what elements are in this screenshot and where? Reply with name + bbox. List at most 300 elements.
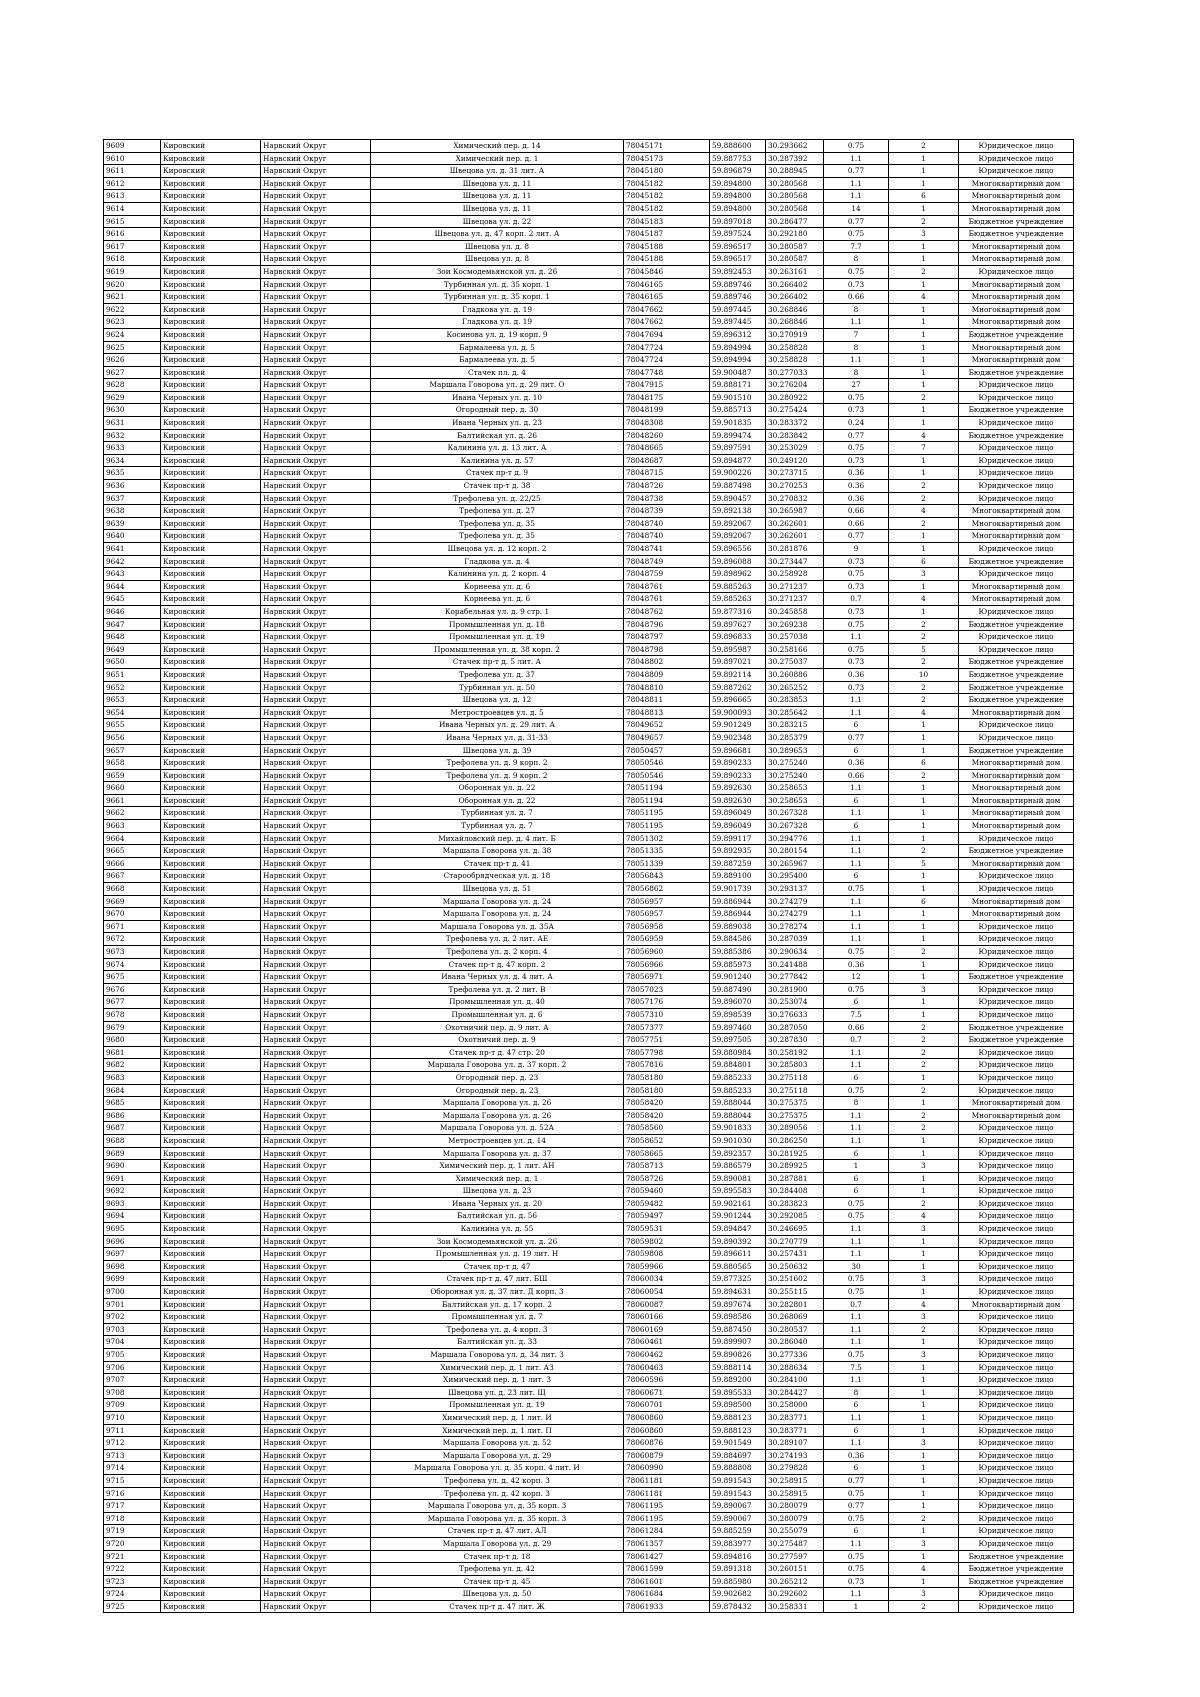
cell-category: Юридическое лицо	[959, 1462, 1074, 1475]
cell-longitude: 30.258928	[766, 568, 824, 581]
table-row	[104, 1084, 1074, 1097]
cell-count: 1	[889, 1147, 959, 1160]
cell-latitude: 59.896879	[710, 165, 766, 178]
cell-latitude: 59.888044	[710, 1109, 766, 1122]
cell-municipal-okrug: Нарвский Округ	[261, 744, 371, 757]
cell-category: Юридическое лицо	[959, 1210, 1074, 1223]
cell-district: Кировский	[161, 1286, 261, 1299]
cell-category: Юридическое лицо	[959, 643, 1074, 656]
cell-category: Многоквартирный дом	[959, 807, 1074, 820]
cell-district: Кировский	[161, 996, 261, 1009]
cell-value: 0.7	[824, 1298, 889, 1311]
cell-value: 1	[824, 1160, 889, 1173]
cell-district: Кировский	[161, 240, 261, 253]
cell-value: 0.77	[824, 1474, 889, 1487]
cell-count: 1	[889, 1097, 959, 1110]
cell-district: Кировский	[161, 1512, 261, 1525]
cell-object-code: 78058713	[624, 1160, 710, 1173]
cell-object-code: 78058665	[624, 1147, 710, 1160]
cell-municipal-okrug: Нарвский Округ	[261, 1386, 371, 1399]
cell-row-id: 9702	[104, 1311, 161, 1324]
cell-latitude: 59.878432	[710, 1600, 766, 1613]
cell-value: 0.36	[824, 467, 889, 480]
cell-category: Многоквартирный дом	[959, 908, 1074, 921]
cell-municipal-okrug: Нарвский Округ	[261, 719, 371, 732]
table-row	[104, 920, 1074, 933]
cell-longitude: 30.271237	[766, 580, 824, 593]
cell-row-id: 9641	[104, 543, 161, 556]
cell-object-code: 78061357	[624, 1537, 710, 1550]
cell-object-code: 78048715	[624, 467, 710, 480]
cell-count: 2	[889, 391, 959, 404]
cell-value: 0.77	[824, 429, 889, 442]
cell-count: 1	[889, 605, 959, 618]
table-row	[104, 820, 1074, 833]
table-row	[104, 1008, 1074, 1021]
cell-address: Михайловский пер. д. 4 лит. Б	[371, 832, 624, 845]
cell-value: 0.75	[824, 1197, 889, 1210]
cell-value: 6	[824, 1462, 889, 1475]
cell-municipal-okrug: Нарвский Округ	[261, 1122, 371, 1135]
cell-value: 0.66	[824, 291, 889, 304]
cell-address: Швецова ул. д. 11	[371, 190, 624, 203]
cell-district: Кировский	[161, 782, 261, 795]
cell-count: 2	[889, 1109, 959, 1122]
cell-latitude: 59.889100	[710, 870, 766, 883]
cell-longitude: 30.257431	[766, 1248, 824, 1261]
cell-value: 1.1	[824, 177, 889, 190]
cell-category: Бюджетное учреждение	[959, 366, 1074, 379]
cell-longitude: 30.280079	[766, 1512, 824, 1525]
cell-category: Бюджетное учреждение	[959, 1563, 1074, 1576]
cell-latitude: 59.897674	[710, 1298, 766, 1311]
cell-category: Юридическое лицо	[959, 1374, 1074, 1387]
cell-count: 1	[889, 1411, 959, 1424]
cell-value: 1.1	[824, 1223, 889, 1236]
cell-category: Юридическое лицо	[959, 1185, 1074, 1198]
cell-category: Многоквартирный дом	[959, 857, 1074, 870]
table-row	[104, 404, 1074, 417]
cell-longitude: 30.265967	[766, 857, 824, 870]
cell-count: 1	[889, 1286, 959, 1299]
cell-row-id: 9670	[104, 908, 161, 921]
cell-row-id: 9720	[104, 1537, 161, 1550]
cell-value: 1.1	[824, 1437, 889, 1450]
cell-municipal-okrug: Нарвский Округ	[261, 429, 371, 442]
cell-object-code: 78048738	[624, 492, 710, 505]
cell-latitude: 59.901249	[710, 719, 766, 732]
cell-address: Промышленная ул. д. 18	[371, 618, 624, 631]
cell-row-id: 9628	[104, 379, 161, 392]
cell-address: Ивана Черных ул. д. 10	[371, 391, 624, 404]
cell-category: Многоквартирный дом	[959, 316, 1074, 329]
table-row	[104, 1399, 1074, 1412]
cell-address: Калинина ул. д. 13 лит. А	[371, 442, 624, 455]
cell-address: Промышленная ул. д. 38 корп. 2	[371, 643, 624, 656]
cell-address: Промышленная ул. д. 19	[371, 1399, 624, 1412]
cell-category: Юридическое лицо	[959, 152, 1074, 165]
cell-address: Зои Космодемьянской ул. д. 26	[371, 265, 624, 278]
table-row	[104, 983, 1074, 996]
cell-longitude: 30.275375	[766, 1109, 824, 1122]
cell-count: 2	[889, 946, 959, 959]
cell-longitude: 30.265252	[766, 681, 824, 694]
cell-latitude: 59.890457	[710, 492, 766, 505]
cell-latitude: 59.897460	[710, 1021, 766, 1034]
cell-longitude: 30.258915	[766, 1474, 824, 1487]
cell-count: 2	[889, 1122, 959, 1135]
cell-district: Кировский	[161, 1449, 261, 1462]
cell-count: 2	[889, 631, 959, 644]
cell-municipal-okrug: Нарвский Округ	[261, 681, 371, 694]
cell-municipal-okrug: Нарвский Округ	[261, 605, 371, 618]
cell-latitude: 59.885263	[710, 593, 766, 606]
cell-latitude: 59.894994	[710, 341, 766, 354]
cell-value: 1.1	[824, 857, 889, 870]
cell-row-id: 9646	[104, 605, 161, 618]
cell-object-code: 78048199	[624, 404, 710, 417]
cell-latitude: 59.892114	[710, 668, 766, 681]
cell-address: Корнеева ул. д. 6	[371, 593, 624, 606]
cell-category: Многоквартирный дом	[959, 757, 1074, 770]
cell-longitude: 30.275424	[766, 404, 824, 417]
cell-count: 1	[889, 1525, 959, 1538]
cell-district: Кировский	[161, 492, 261, 505]
cell-longitude: 30.283771	[766, 1424, 824, 1437]
cell-address: Трефолева ул. д. 27	[371, 505, 624, 518]
cell-object-code: 78060034	[624, 1273, 710, 1286]
cell-object-code: 78060876	[624, 1437, 710, 1450]
cell-row-id: 9630	[104, 404, 161, 417]
cell-category: Бюджетное учреждение	[959, 694, 1074, 707]
cell-count: 1	[889, 1500, 959, 1513]
cell-longitude: 30.288634	[766, 1361, 824, 1374]
cell-address: Турбинная ул. д. 50	[371, 681, 624, 694]
cell-category: Многоквартирный дом	[959, 580, 1074, 593]
cell-count: 2	[889, 1059, 959, 1072]
cell-object-code: 78051302	[624, 832, 710, 845]
cell-district: Кировский	[161, 1160, 261, 1173]
cell-count: 6	[889, 555, 959, 568]
cell-municipal-okrug: Нарвский Округ	[261, 1349, 371, 1362]
cell-longitude: 30.274193	[766, 1449, 824, 1462]
cell-row-id: 9663	[104, 820, 161, 833]
cell-longitude: 30.255079	[766, 1525, 824, 1538]
cell-count: 1	[889, 316, 959, 329]
cell-district: Кировский	[161, 555, 261, 568]
cell-longitude: 30.270253	[766, 480, 824, 493]
cell-value: 0.36	[824, 492, 889, 505]
table-row	[104, 152, 1074, 165]
cell-value: 1.1	[824, 1588, 889, 1601]
cell-value: 8	[824, 1386, 889, 1399]
cell-latitude: 59.896088	[710, 555, 766, 568]
cell-address: Стачек пр-т д. 45	[371, 1575, 624, 1588]
cell-longitude: 30.281900	[766, 983, 824, 996]
cell-object-code: 78045171	[624, 140, 710, 153]
cell-row-id: 9616	[104, 228, 161, 241]
cell-row-id: 9682	[104, 1059, 161, 1072]
cell-category: Бюджетное учреждение	[959, 328, 1074, 341]
cell-object-code: 78059531	[624, 1223, 710, 1236]
cell-value: 6	[824, 1399, 889, 1412]
cell-longitude: 30.283853	[766, 694, 824, 707]
table-row	[104, 1172, 1074, 1185]
cell-row-id: 9643	[104, 568, 161, 581]
cell-object-code: 78045180	[624, 165, 710, 178]
cell-value: 0.77	[824, 530, 889, 543]
cell-district: Кировский	[161, 190, 261, 203]
cell-municipal-okrug: Нарвский Округ	[261, 656, 371, 669]
cell-value: 1.1	[824, 1374, 889, 1387]
cell-longitude: 30.285379	[766, 731, 824, 744]
cell-value: 1.1	[824, 845, 889, 858]
cell-value: 0.77	[824, 1500, 889, 1513]
cell-count: 1	[889, 1462, 959, 1475]
cell-object-code: 78061195	[624, 1512, 710, 1525]
table-row	[104, 1298, 1074, 1311]
cell-district: Кировский	[161, 580, 261, 593]
cell-count: 1	[889, 1399, 959, 1412]
cell-longitude: 30.287392	[766, 152, 824, 165]
cell-category: Многоквартирный дом	[959, 505, 1074, 518]
cell-longitude: 30.266402	[766, 291, 824, 304]
cell-address: Химический пер. д. 14	[371, 140, 624, 153]
cell-municipal-okrug: Нарвский Округ	[261, 908, 371, 921]
cell-latitude: 59.896665	[710, 694, 766, 707]
cell-row-id: 9705	[104, 1349, 161, 1362]
cell-address: Трефолева ул. д. 42 корп. 3	[371, 1474, 624, 1487]
cell-address: Оборонная ул. д. 37 лит. Д корп. 3	[371, 1286, 624, 1299]
cell-object-code: 78047748	[624, 366, 710, 379]
cell-longitude: 30.275118	[766, 1071, 824, 1084]
cell-longitude: 30.277597	[766, 1550, 824, 1563]
cell-value: 0.77	[824, 731, 889, 744]
cell-latitude: 59.887259	[710, 857, 766, 870]
cell-object-code: 78057798	[624, 1046, 710, 1059]
cell-latitude: 59.886944	[710, 895, 766, 908]
cell-latitude: 59.890067	[710, 1500, 766, 1513]
cell-row-id: 9698	[104, 1260, 161, 1273]
table-row	[104, 694, 1074, 707]
table-row	[104, 1197, 1074, 1210]
cell-category: Юридическое лицо	[959, 467, 1074, 480]
table-row	[104, 303, 1074, 316]
cell-municipal-okrug: Нарвский Округ	[261, 1311, 371, 1324]
cell-count: 1	[889, 177, 959, 190]
cell-object-code: 78060169	[624, 1323, 710, 1336]
cell-value: 0.24	[824, 417, 889, 430]
cell-count: 5	[889, 857, 959, 870]
cell-longitude: 30.273447	[766, 555, 824, 568]
cell-value: 0.73	[824, 656, 889, 669]
cell-latitude: 59.888123	[710, 1411, 766, 1424]
cell-latitude: 59.890826	[710, 1349, 766, 1362]
cell-object-code: 78059966	[624, 1260, 710, 1273]
cell-latitude: 59.888044	[710, 1097, 766, 1110]
cell-row-id: 9654	[104, 706, 161, 719]
cell-row-id: 9715	[104, 1474, 161, 1487]
cell-district: Кировский	[161, 404, 261, 417]
table-row	[104, 731, 1074, 744]
cell-district: Кировский	[161, 794, 261, 807]
cell-count: 2	[889, 1512, 959, 1525]
cell-district: Кировский	[161, 643, 261, 656]
cell-object-code: 78056957	[624, 908, 710, 921]
cell-address: Швецова ул. д. 51	[371, 883, 624, 896]
cell-count: 1	[889, 165, 959, 178]
cell-row-id: 9707	[104, 1374, 161, 1387]
cell-district: Кировский	[161, 1537, 261, 1550]
cell-district: Кировский	[161, 1600, 261, 1613]
cell-value: 1.1	[824, 694, 889, 707]
table-row	[104, 1537, 1074, 1550]
cell-address: Швецова ул. д. 22	[371, 215, 624, 228]
cell-district: Кировский	[161, 1059, 261, 1072]
cell-address: Корабельная ул. д. 9 стр. 1	[371, 605, 624, 618]
cell-municipal-okrug: Нарвский Округ	[261, 971, 371, 984]
cell-latitude: 59.896312	[710, 328, 766, 341]
cell-longitude: 30.275118	[766, 1084, 824, 1097]
cell-latitude: 59.888808	[710, 1462, 766, 1475]
cell-category: Бюджетное учреждение	[959, 681, 1074, 694]
cell-row-id: 9632	[104, 429, 161, 442]
cell-municipal-okrug: Нарвский Округ	[261, 1500, 371, 1513]
cell-district: Кировский	[161, 719, 261, 732]
table-row	[104, 1349, 1074, 1362]
cell-longitude: 30.277336	[766, 1349, 824, 1362]
cell-category: Юридическое лицо	[959, 1588, 1074, 1601]
cell-category: Юридическое лицо	[959, 543, 1074, 556]
cell-district: Кировский	[161, 1147, 261, 1160]
cell-municipal-okrug: Нарвский Округ	[261, 354, 371, 367]
cell-longitude: 30.289056	[766, 1122, 824, 1135]
cell-category: Юридическое лицо	[959, 883, 1074, 896]
cell-value: 1.1	[824, 782, 889, 795]
table-row	[104, 1336, 1074, 1349]
cell-category: Юридическое лицо	[959, 1399, 1074, 1412]
cell-object-code: 78059460	[624, 1185, 710, 1198]
cell-longitude: 30.251602	[766, 1273, 824, 1286]
cell-count: 1	[889, 1248, 959, 1261]
cell-longitude: 30.284100	[766, 1374, 824, 1387]
cell-value: 0.75	[824, 1349, 889, 1362]
cell-count: 7	[889, 442, 959, 455]
cell-latitude: 59.891543	[710, 1474, 766, 1487]
cell-address: Огородный пер. д. 30	[371, 404, 624, 417]
table-row	[104, 454, 1074, 467]
table-row	[104, 291, 1074, 304]
cell-object-code: 78061284	[624, 1525, 710, 1538]
cell-category: Многоквартирный дом	[959, 303, 1074, 316]
cell-object-code: 78047724	[624, 341, 710, 354]
cell-category: Бюджетное учреждение	[959, 1575, 1074, 1588]
cell-district: Кировский	[161, 1071, 261, 1084]
cell-count: 1	[889, 1336, 959, 1349]
cell-address: Стачек пл. д. 4	[371, 366, 624, 379]
cell-latitude: 59.885233	[710, 1084, 766, 1097]
cell-latitude: 59.897021	[710, 656, 766, 669]
cell-address: Оборонная ул. д. 22	[371, 782, 624, 795]
cell-address: Гладкова ул. д. 19	[371, 316, 624, 329]
cell-count: 1	[889, 1071, 959, 1084]
cell-count: 1	[889, 920, 959, 933]
cell-municipal-okrug: Нарвский Округ	[261, 832, 371, 845]
cell-district: Кировский	[161, 832, 261, 845]
cell-value: 0.75	[824, 228, 889, 241]
cell-value: 0.75	[824, 265, 889, 278]
cell-district: Кировский	[161, 1525, 261, 1538]
cell-longitude: 30.280922	[766, 391, 824, 404]
table-row	[104, 1525, 1074, 1538]
cell-longitude: 30.277842	[766, 971, 824, 984]
cell-value: 0.36	[824, 668, 889, 681]
cell-municipal-okrug: Нарвский Округ	[261, 845, 371, 858]
cell-address: Турбинная ул. д. 7	[371, 807, 624, 820]
cell-municipal-okrug: Нарвский Округ	[261, 933, 371, 946]
table-row	[104, 190, 1074, 203]
cell-address: Стачек пр-т д. 5 лит. А	[371, 656, 624, 669]
cell-object-code: 78057816	[624, 1059, 710, 1072]
cell-count: 1	[889, 1575, 959, 1588]
cell-count: 2	[889, 656, 959, 669]
cell-district: Кировский	[161, 1437, 261, 1450]
cell-count: 3	[889, 1349, 959, 1362]
cell-object-code: 78059808	[624, 1248, 710, 1261]
cell-longitude: 30.258000	[766, 1399, 824, 1412]
cell-municipal-okrug: Нарвский Округ	[261, 228, 371, 241]
cell-latitude: 59.897524	[710, 228, 766, 241]
cell-longitude: 30.290634	[766, 946, 824, 959]
cell-row-id: 9711	[104, 1424, 161, 1437]
cell-category: Многоквартирный дом	[959, 1298, 1074, 1311]
cell-category: Юридическое лицо	[959, 1286, 1074, 1299]
cell-municipal-okrug: Нарвский Округ	[261, 1172, 371, 1185]
cell-address: Турбинная ул. д. 35 корп. 1	[371, 278, 624, 291]
cell-address: Стачек пр-т д. 38	[371, 480, 624, 493]
cell-row-id: 9610	[104, 152, 161, 165]
cell-row-id: 9665	[104, 845, 161, 858]
cell-object-code: 78057176	[624, 996, 710, 1009]
cell-district: Кировский	[161, 1500, 261, 1513]
table-row	[104, 832, 1074, 845]
table-row	[104, 1411, 1074, 1424]
cell-district: Кировский	[161, 946, 261, 959]
table-row	[104, 719, 1074, 732]
cell-count: 4	[889, 706, 959, 719]
cell-latitude: 59.900226	[710, 467, 766, 480]
cell-municipal-okrug: Нарвский Округ	[261, 1399, 371, 1412]
cell-row-id: 9699	[104, 1273, 161, 1286]
cell-category: Бюджетное учреждение	[959, 744, 1074, 757]
cell-municipal-okrug: Нарвский Округ	[261, 404, 371, 417]
cell-municipal-okrug: Нарвский Округ	[261, 643, 371, 656]
cell-object-code: 78047662	[624, 316, 710, 329]
cell-count: 1	[889, 1386, 959, 1399]
cell-object-code: 78045182	[624, 177, 710, 190]
cell-municipal-okrug: Нарвский Округ	[261, 1273, 371, 1286]
cell-municipal-okrug: Нарвский Округ	[261, 303, 371, 316]
cell-count: 1	[889, 820, 959, 833]
cell-value: 30	[824, 1260, 889, 1273]
cell-longitude: 30.280568	[766, 190, 824, 203]
cell-row-id: 9661	[104, 794, 161, 807]
cell-latitude: 59.897445	[710, 303, 766, 316]
cell-row-id: 9678	[104, 1008, 161, 1021]
cell-count: 2	[889, 1323, 959, 1336]
cell-address: Стачек пр-т д. 9	[371, 467, 624, 480]
cell-district: Кировский	[161, 593, 261, 606]
